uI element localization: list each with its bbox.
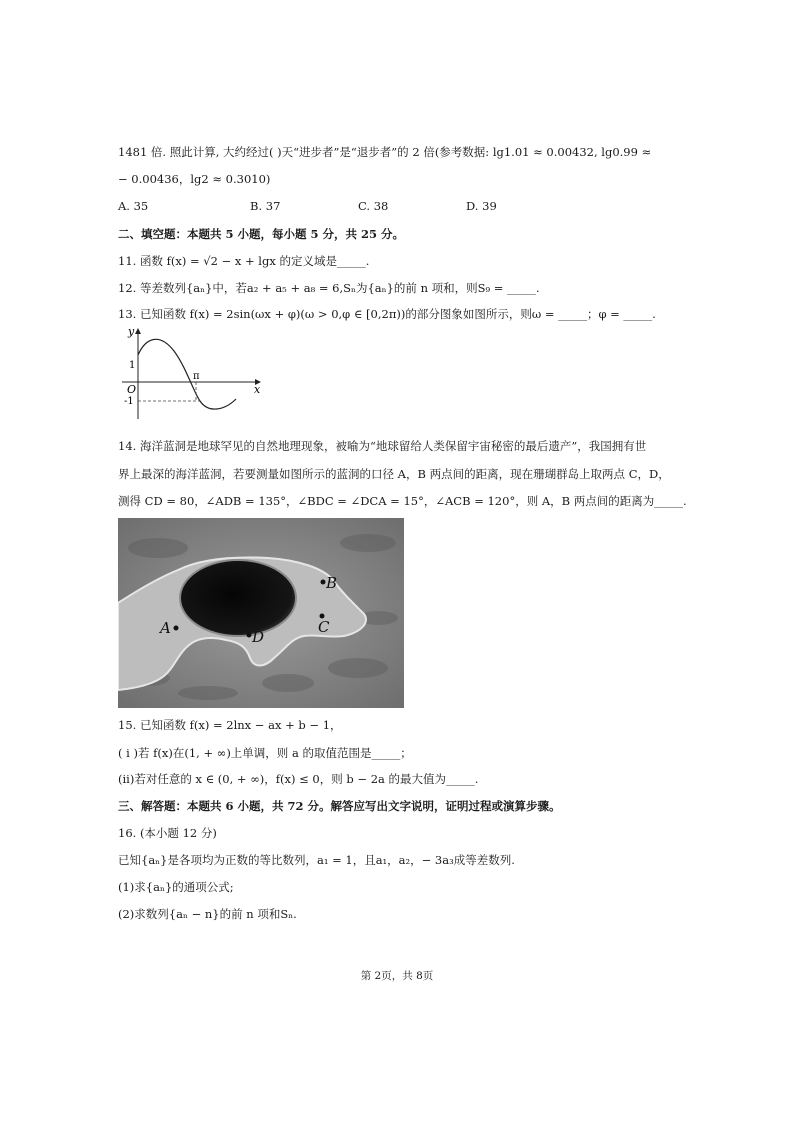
label-c: C xyxy=(318,618,330,636)
label-b: B xyxy=(326,574,338,592)
question-13: 13. 已知函数 f(x) = 2sin(ωx + φ)(ω > 0,φ ∈ [0,2π))的部分图象如图所示，则ω = _____；φ = _____. xyxy=(118,307,656,321)
sine-graph-figure xyxy=(116,323,264,423)
question-11: 11. 函数 f(x) = √2 − x + lgx 的定义域是_____. xyxy=(118,254,370,268)
question-14-line2: 界上最深的海洋蓝洞，若要测量如图所示的蓝洞的口径 A，B 两点间的距离，现在珊瑚群岛上取两点 C，D， xyxy=(118,467,670,481)
tick-label-1: 1 xyxy=(129,360,136,371)
question-14-line3: 测得 CD = 80，∠ADB = 135°，∠BDC = ∠DCA = 15°，∠ACB = 120°，则 A，B 两点间的距离为_____. xyxy=(118,494,687,508)
label-a: A xyxy=(160,619,171,637)
blue-hole xyxy=(180,560,296,636)
tick-label-pi: π xyxy=(193,371,200,382)
question-16-body: 已知{aₙ}是各项均为正数的等比数列，a₁ = 1，且a₁，a₂，− 3a₃成等差数列. xyxy=(118,853,515,867)
section-3-heading: 三、解答题：本题共 6 小题，共 72 分。解答应写出文字说明，证明过程或演算步骤。 xyxy=(118,799,561,813)
question-15-part-ii: (ii)若对任意的 x ∈ (0, + ∞)，f(x) ≤ 0，则 b − 2a 的最大值为_____. xyxy=(118,772,479,786)
option-b: B. 37 xyxy=(250,199,281,213)
section-2-heading: 二、填空题：本题共 5 小题，每小题 5 分，共 25 分。 xyxy=(118,227,405,241)
question-10-text-line1: 1481 倍. 照此计算, 大约经过( )天“进步者”是“退步者”的 2 倍(参考数据: lg1.01 ≈ 0.00432, lg0.99 ≈ xyxy=(118,145,652,159)
x-axis-label: x xyxy=(254,383,261,396)
question-12: 12. 等差数列{aₙ}中，若a₂ + a₅ + a₈ = 6,Sₙ为{aₙ}的前 n 项和，则S₉ = _____. xyxy=(118,281,540,295)
option-c: C. 38 xyxy=(358,199,389,213)
question-15-part-i: ( i )若 f(x)在(1, + ∞)上单调，则 a 的取值范围是_____； xyxy=(118,746,412,760)
blue-hole-photo xyxy=(118,518,404,708)
question-10-text-line2: − 0.00436，lg2 ≈ 0.3010) xyxy=(118,172,271,186)
question-16-part-1: (1)求{aₙ}的通项公式; xyxy=(118,880,234,894)
page-footer: 第 2页，共 8页 xyxy=(360,970,434,982)
y-axis-label: y xyxy=(128,325,135,338)
question-14-line1: 14. 海洋蓝洞是地球罕见的自然地理现象，被喻为“地球留给人类保留宇宙秘密的最后遗产”，我国拥有世 xyxy=(118,439,647,453)
option-d: D. 39 xyxy=(466,199,497,213)
question-16-part-2: (2)求数列{aₙ − n}的前 n 项和Sₙ. xyxy=(118,907,297,921)
sine-curve xyxy=(138,339,236,409)
label-d: D xyxy=(252,628,265,646)
question-16-heading: 16. (本小题 12 分) xyxy=(118,826,217,840)
tick-label-minus-1: -1 xyxy=(124,396,134,407)
option-a: A. 35 xyxy=(118,199,149,213)
question-15: 15. 已知函数 f(x) = 2lnx − ax + b − 1， xyxy=(118,718,342,732)
origin-label: O xyxy=(127,383,137,396)
